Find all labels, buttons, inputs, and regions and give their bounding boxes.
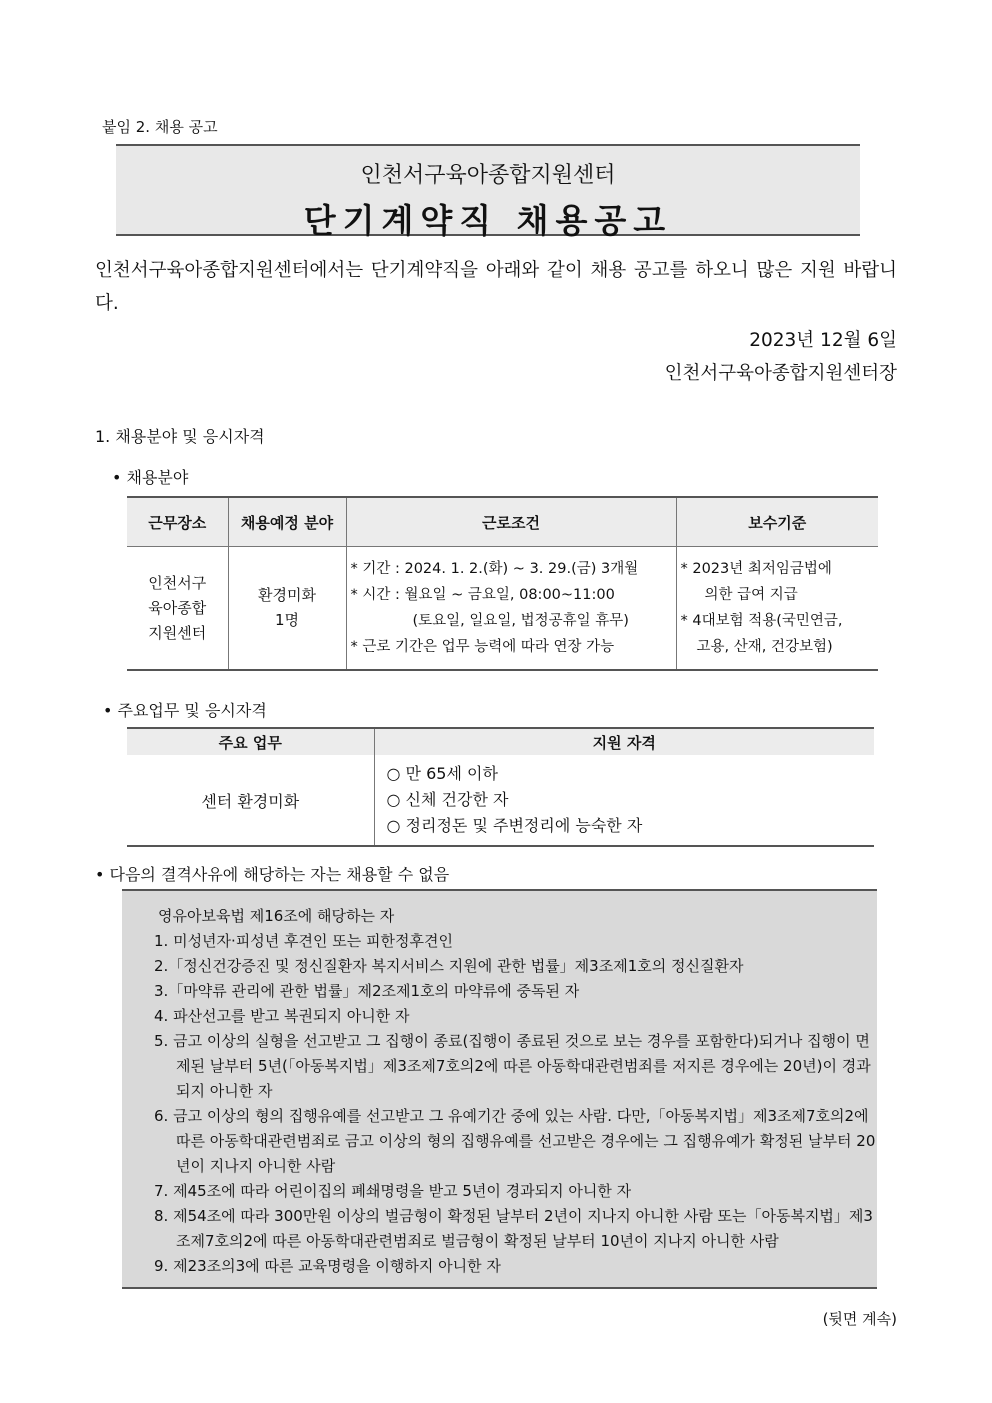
intro-text: 인천서구육아종합지원센터에서는 단기계약직을 아래와 같이 채용 공고를 하오니 많은 지원 바랍니다.: [95, 260, 897, 314]
list-item: 9. 제23조의3에 따른 교육명령을 이행하지 아니한 자: [154, 1257, 501, 1275]
workplace-cell: [127, 547, 228, 671]
table-header: 지원 자격: [374, 728, 874, 755]
cell-line: 고용, 산재, 건강보험): [696, 639, 833, 655]
table-header: 보수기준: [676, 497, 878, 547]
list-item: 2.「정신건강증진 및 정신질환자 복지서비스 지원에 관한 법률」제3조제1호의 정신질환자: [154, 957, 744, 975]
notice-date: 2023년 12월 6일: [749, 330, 897, 351]
field-cell: [228, 547, 346, 671]
table-row: [127, 755, 874, 846]
list-item: 7. 제45조에 따라 어린이집의 폐쇄명령을 받고 5년이 경과되지 아니한 자: [154, 1182, 632, 1200]
qualification-item: ○ 신체 건강한 자: [386, 790, 509, 809]
table-header: 근로조건: [346, 497, 676, 547]
cell-line: 1명: [274, 611, 300, 629]
bullet-disqualification: • 다음의 결격사유에 해당하는 자는 채용할 수 없음: [95, 865, 450, 884]
cell-line: 지원센터: [148, 623, 207, 642]
duties-table: [127, 727, 874, 847]
conditions-cell: [346, 547, 676, 671]
section-heading: 1. 채용분야 및 응시자격: [95, 427, 265, 446]
table-header: 근무장소: [127, 497, 228, 547]
cell-line: * 4대보험 적용(국민연금,: [680, 613, 843, 629]
page-title: 단기계약직 채용공고: [303, 201, 673, 240]
table-header-row: [127, 728, 874, 755]
continued-note: (뒷면 계속): [822, 1310, 897, 1328]
duty-cell: 센터 환경미화: [127, 755, 374, 846]
cell-line: 의한 급여 지급: [704, 587, 798, 603]
title-box: [116, 144, 860, 240]
recruit-table: [127, 496, 878, 671]
disqualification-box: [122, 889, 877, 1289]
table-header: 주요 업무: [127, 728, 374, 755]
signer: 인천서구육아종합지원센터장: [664, 363, 897, 384]
list-item: 3.「마약류 관리에 관한 법률」제2조제1호의 마약류에 중독된 자: [154, 982, 580, 1000]
cell-line: * 근로 기간은 업무 능력에 따라 연장 가능: [350, 639, 615, 655]
cell-line: (토요일, 일요일, 법정공휴일 휴무): [412, 613, 629, 629]
cell-line: 환경미화: [258, 586, 316, 604]
cell-line: * 2023년 최저임금법에: [680, 561, 832, 577]
attachment-label: 붙임 2. 채용 공고: [102, 118, 218, 136]
bullet-recruit-field: • 채용분야: [112, 468, 189, 487]
table-header: 채용예정 분야: [228, 497, 346, 547]
list-item: 4. 파산선고를 받고 복권되지 아니한 자: [154, 1007, 410, 1025]
cell-line: * 기간 : 2024. 1. 2.(화) ~ 3. 29.(금) 3개월: [350, 561, 639, 577]
cell-line: 육아종합: [148, 598, 207, 617]
bullet-duties: • 주요업무 및 응시자격: [103, 701, 267, 720]
list-item: 6. 금고 이상의 형의 집행유예를 선고받고 그 유예기간 중에 있는 사람. 다만,「아동복지법」제3조제7호의2에 따른 아동학대관련범죄로 금고 이상의 형의 집행유예를 선고받은 경우에는 그 집행유예가 확정된 날부터 20년이 지나지 아니한 사람: [154, 1107, 876, 1175]
pay-cell: [676, 547, 878, 671]
list-item: 1. 미성년자·피성년 후견인 또는 피한정후견인: [154, 932, 453, 950]
cell-line: * 시간 : 월요일 ~ 금요일, 08:00~11:00: [350, 587, 615, 603]
cell-line: 인천서구: [148, 573, 207, 592]
qualification-item: ○ 만 65세 이하: [386, 764, 498, 783]
qualifications-cell: [374, 755, 874, 846]
disqualification-list: [154, 929, 876, 1279]
table-header-row: [127, 497, 878, 547]
list-item: 8. 제54조에 따라 300만원 이상의 벌금형이 확정된 날부터 2년이 지나지 아니한 사람 또는「아동복지법」제3조제7호의2에 따른 아동학대관련범죄로 벌금형이 확정된 날부터 10년이 지나지 아니한 사람: [154, 1207, 873, 1250]
list-item: 5. 금고 이상의 실형을 선고받고 그 집행이 종료(집행이 종료된 것으로 보는 경우를 포함한다)되거나 집행이 면제된 날부터 5년(「아동복지법」제3조제7호의2에 따른 아동학대관련범죄를 저지른 경우에는 20년)이 경과되지 아니한 자: [154, 1032, 871, 1100]
qualification-item: ○ 정리정돈 및 주변정리에 능숙한 자: [386, 816, 643, 835]
disqualification-head: 영유아보육법 제16조에 해당하는 자: [158, 907, 395, 925]
title-org: 인천서구육아종합지원센터: [360, 163, 616, 188]
table-row: [127, 547, 878, 671]
